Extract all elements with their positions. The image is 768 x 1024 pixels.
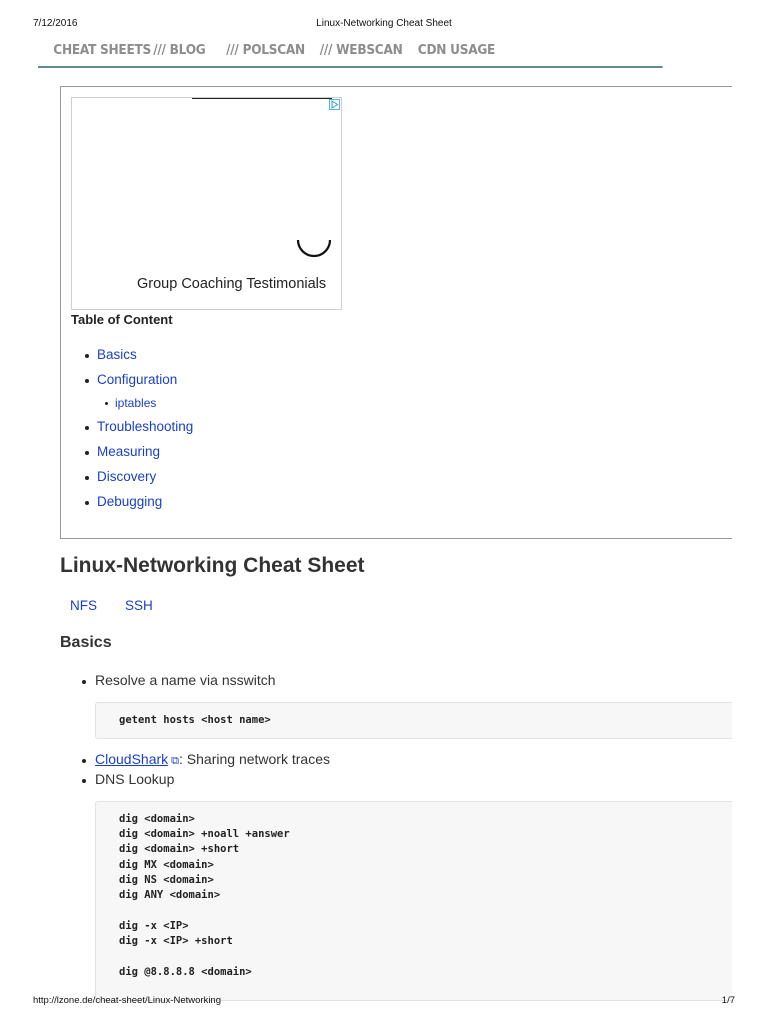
ad-caption: Group Coaching Testimonials	[137, 276, 327, 292]
loading-spinner-icon	[296, 222, 332, 258]
code-line: dig -x <IP>	[119, 920, 189, 932]
toc-link-troubleshooting[interactable]: Troubleshooting	[97, 419, 194, 434]
toc-title: Table of Content	[71, 312, 173, 327]
bullet-dns-lookup: DNS Lookup	[95, 771, 175, 787]
code-line: dig -x <IP> +short	[119, 935, 233, 947]
ad-top-border	[192, 98, 332, 99]
print-page-number: 1/7	[721, 995, 735, 1006]
nav-webscan[interactable]: /// WEBSCAN	[319, 42, 403, 58]
page-title: Linux-Networking Cheat Sheet	[60, 554, 365, 577]
print-date: 7/12/2016	[33, 18, 78, 29]
toc-link-debugging[interactable]: Debugging	[97, 494, 163, 509]
toc-link-basics[interactable]: Basics	[97, 347, 137, 362]
print-header	[0, 18, 768, 32]
print-document-title: Linux-Networking Cheat Sheet	[316, 18, 452, 29]
code-line: getent hosts <host name>	[119, 714, 271, 726]
code-line: dig ANY <domain>	[119, 889, 221, 901]
bullet-cloudshark	[95, 751, 330, 768]
print-url: http://lzone.de/cheat-sheet/Linux-Networking	[33, 995, 221, 1006]
nav-polscan[interactable]: /// POLSCAN	[226, 42, 305, 58]
adchoices-icon[interactable]	[328, 99, 340, 110]
bullet-resolve-name: Resolve a name via nsswitch	[95, 672, 276, 688]
external-link-icon: ⧉	[171, 755, 180, 767]
cloudshark-description: : Sharing network traces	[179, 751, 330, 767]
toc-link-measuring[interactable]: Measuring	[97, 444, 161, 459]
top-navigation	[38, 38, 663, 68]
section-heading-basics: Basics	[60, 634, 112, 651]
code-line: dig <domain>	[119, 813, 195, 825]
code-line: dig MX <domain>	[119, 859, 214, 871]
toc-link-discovery[interactable]: Discovery	[97, 469, 157, 484]
print-footer	[0, 995, 768, 1009]
nav-cdn-usage[interactable]: CDN USAGE	[417, 42, 496, 58]
tag-link-nfs[interactable]: NFS	[70, 598, 97, 613]
code-line: dig NS <domain>	[119, 874, 214, 886]
toc-link-configuration[interactable]: Configuration	[97, 372, 178, 387]
code-line: dig @8.8.8.8 <domain>	[119, 966, 252, 978]
code-block-dig	[95, 801, 732, 1001]
advertisement[interactable]	[71, 97, 342, 310]
code-line: dig <domain> +noall +answer	[119, 828, 290, 840]
tag-link-ssh[interactable]: SSH	[125, 598, 153, 613]
toc-link-iptables[interactable]: iptables	[115, 396, 157, 410]
nav-cheat-sheets[interactable]: CHEAT SHEETS	[53, 42, 151, 58]
code-block-getent	[95, 702, 732, 739]
nav-blog[interactable]: /// BLOG	[153, 42, 206, 58]
code-line: dig <domain> +short	[119, 843, 240, 855]
cloudshark-link[interactable]: CloudShark	[95, 751, 169, 767]
